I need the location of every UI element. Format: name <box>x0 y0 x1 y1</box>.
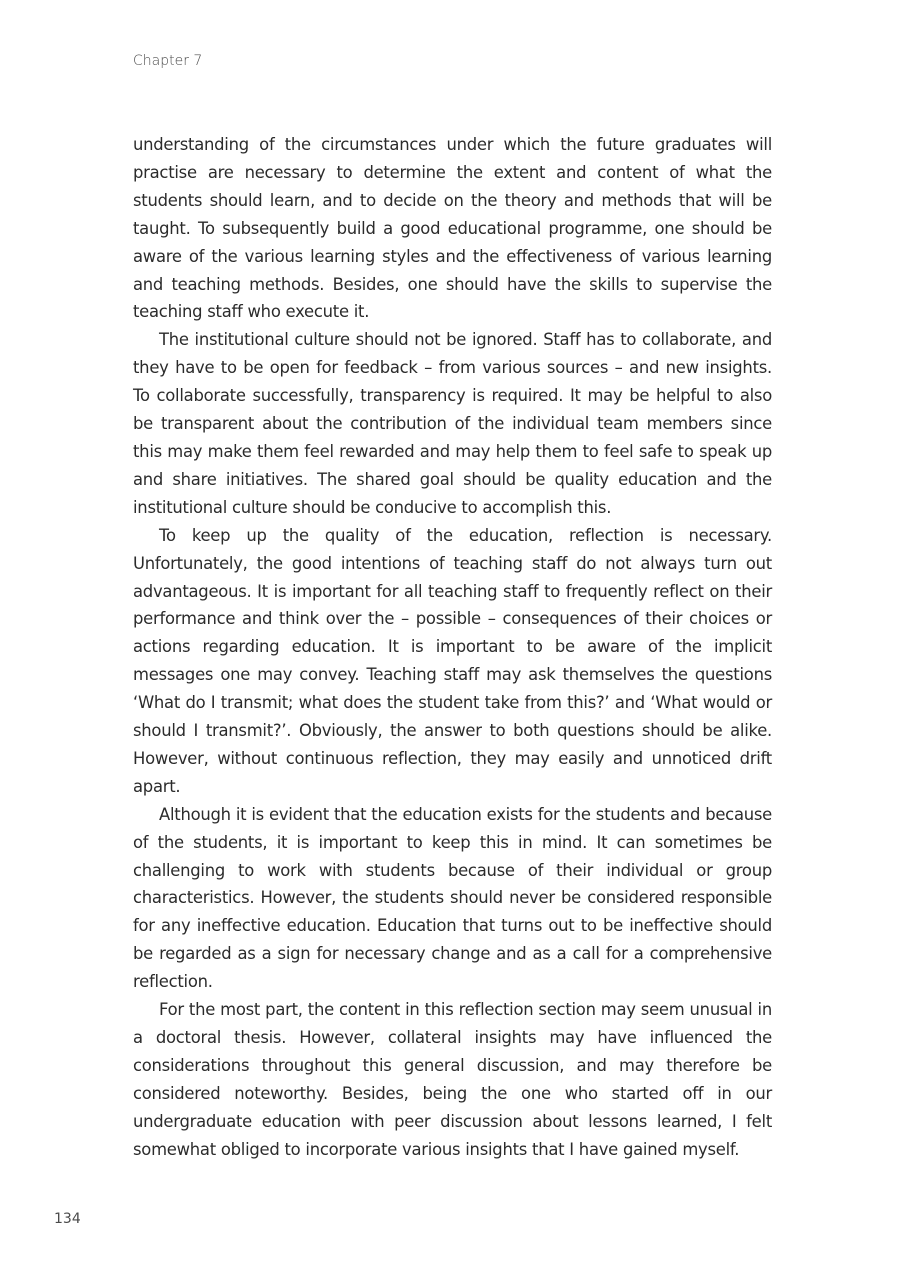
running-header: Chapter 7 <box>133 53 203 69</box>
page-number: 134 <box>54 1211 81 1227</box>
paragraph-2: The institutional culture should not be ignored. Staff has to collaborate, and they have to be open for feedback – from various sources – and new insights. To collaborate successfully, transparency is required. It may be helpful to also be transparent about the contribution of the individual team members since this may make them feel rewarded and may help them to feel safe to speak up and share initiatives. The shared goal should be quality education and the institutional culture should be conducive to accomplish this. <box>133 330 772 517</box>
paragraph-5: For the most part, the content in this reflection section may seem unusual in a doctoral thesis. However, collateral insights may have influenced the considerations throughout this general discussion, and may therefore be considered noteworthy. Besides, being the one who started off in our undergraduate education with peer discussion about lessons learned, I felt somewhat obliged to incorporate various insights that I have gained myself. <box>133 1000 772 1159</box>
paragraph-1: understanding of the circumstances under which the future graduates will practise are necessary to determine the extent and content of what the students should learn, and to decide on the theory and methods that will be taught. To subsequently build a good educational programme, one should be aware of the various learning styles and the effectiveness of various learning and teaching methods. Besides, one should have the skills to supervise the teaching staff who execute it. <box>133 135 772 322</box>
body-text <box>133 131 772 1164</box>
paragraph-3: To keep up the quality of the education, reflection is necessary. Unfortunately, the good intentions of teaching staff do not always turn out advantageous. It is important for all teaching staff to frequently reflect on their performance and think over the – possible – consequences of their choices or actions regarding education. It is important to be aware of the implicit messages one may convey. Teaching staff may ask themselves the questions ‘What do I transmit; what does the student take from this?’ and ‘What would or should I transmit?’. Obviously, the answer to both questions should be alike. However, without continuous reflection, they may easily and unnoticed drift apart. <box>133 525 772 796</box>
paragraph-4: Although it is evident that the education exists for the students and because of the students, it is important to keep this in mind. It can sometimes be challenging to work with students because of their individual or group characteristics. However, the students should never be considered responsible for any ineffective education. Education that turns out to be ineffective should be regarded as a sign for necessary change and as a call for a comprehensive reflection. <box>133 804 772 992</box>
